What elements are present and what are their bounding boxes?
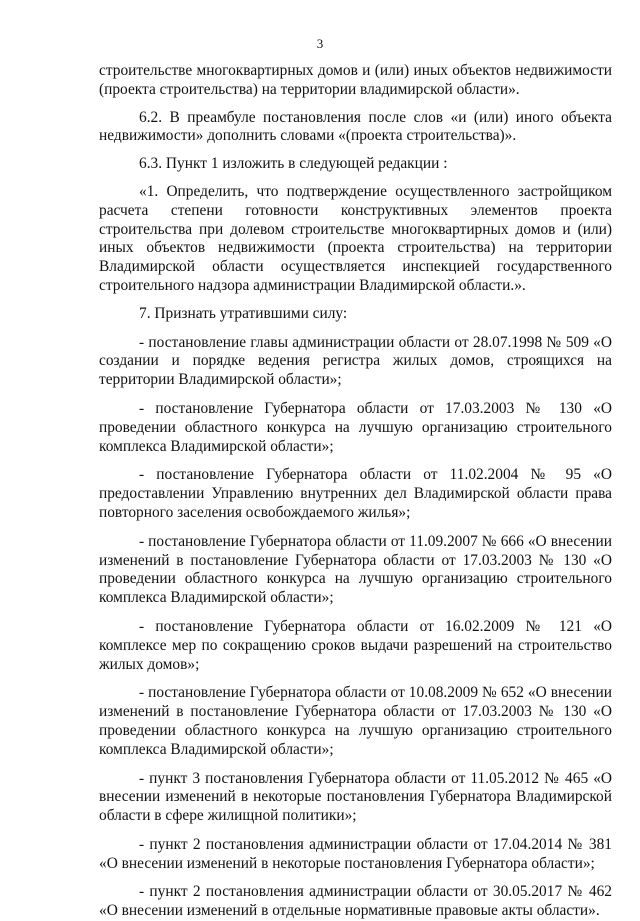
paragraph-6-2: 6.2. В преамбуле постановления после слов «и (или) иного объекта недвижимости» дополнить словами «(проекта строительства)». xyxy=(99,108,612,145)
repealed-item: - пункт 2 постановления администрации области от 30.05.2017 № 462 «О внесении изменений в отдельные нормативные правовые акты области». xyxy=(99,883,612,920)
paragraph-continuation: строительстве многоквартирных домов и (или) иных объектов недвижимости (проекта строительства) на территории владимирской области». xyxy=(99,62,612,98)
repealed-item: - постановление Губернатора области от 11.09.2007 № 666 «О внесении изменений в постановление Губернатора области от 17.03.2003 № 130 «О проведении областного конкурса на лучшую организацию строительного комплекса Владимирской области»; xyxy=(99,532,612,607)
repealed-item: - постановление Губернатора области от 10.08.2009 № 652 «О внесении изменений в постановление Губернатора области от 17.03.2003 № 130 «О проведении областного конкурса на лучшую организацию строительного комплекса Владимирской области»; xyxy=(99,684,612,758)
document-body xyxy=(99,62,612,921)
repealed-item: - постановление Губернатора области от 16.02.2009 № 121 «О комплексе мер по сокращению сроков выдачи разрешений на строительство жилых домов»; xyxy=(99,617,612,673)
paragraph-quoted-point-1: «1. Определить, что подтверждение осуществленного застройщиком расчета степени готовности конструктивных элементов проекта строительства при долевом строительстве многоквартирных домов и (или) иных объектов недвижимости (проекта строительства) на территории Владимирской области осуществляется инспекцией государственного строительного надзора администрации Владимирской области.». xyxy=(99,182,612,294)
repealed-item: - пункт 2 постановления администрации области от 17.04.2014 № 381 «О внесении изменений в некоторые постановления Губернатора области»; xyxy=(99,835,612,872)
page-number: 3 xyxy=(316,36,324,51)
repealed-item: - постановление главы администрации области от 28.07.1998 № 509 «О создании и порядке ведения регистра жилых домов, строящихся на территории Владимирской области»; xyxy=(99,333,612,389)
repealed-item: - постановление Губернатора области от 11.02.2004 № 95 «О предоставлении Управлению внутренних дел Владимирской области права повторного заселения освобождаемого жилья»; xyxy=(99,466,612,521)
repealed-item: - постановление Губернатора области от 17.03.2003 № 130 «О проведении областного конкурса на лучшую организацию строительного комплекса Владимирской области»; xyxy=(99,399,612,455)
repealed-item: - пункт 3 постановления Губернатора области от 11.05.2012 № 465 «О внесении изменений в некоторые постановления Губернатора Владимирской области в сфере жилищной политики»; xyxy=(99,769,612,825)
paragraph-7: 7. Признать утратившими силу: xyxy=(139,304,348,322)
paragraph-6-3: 6.3. Пункт 1 изложить в следующей редакции : xyxy=(139,155,448,173)
